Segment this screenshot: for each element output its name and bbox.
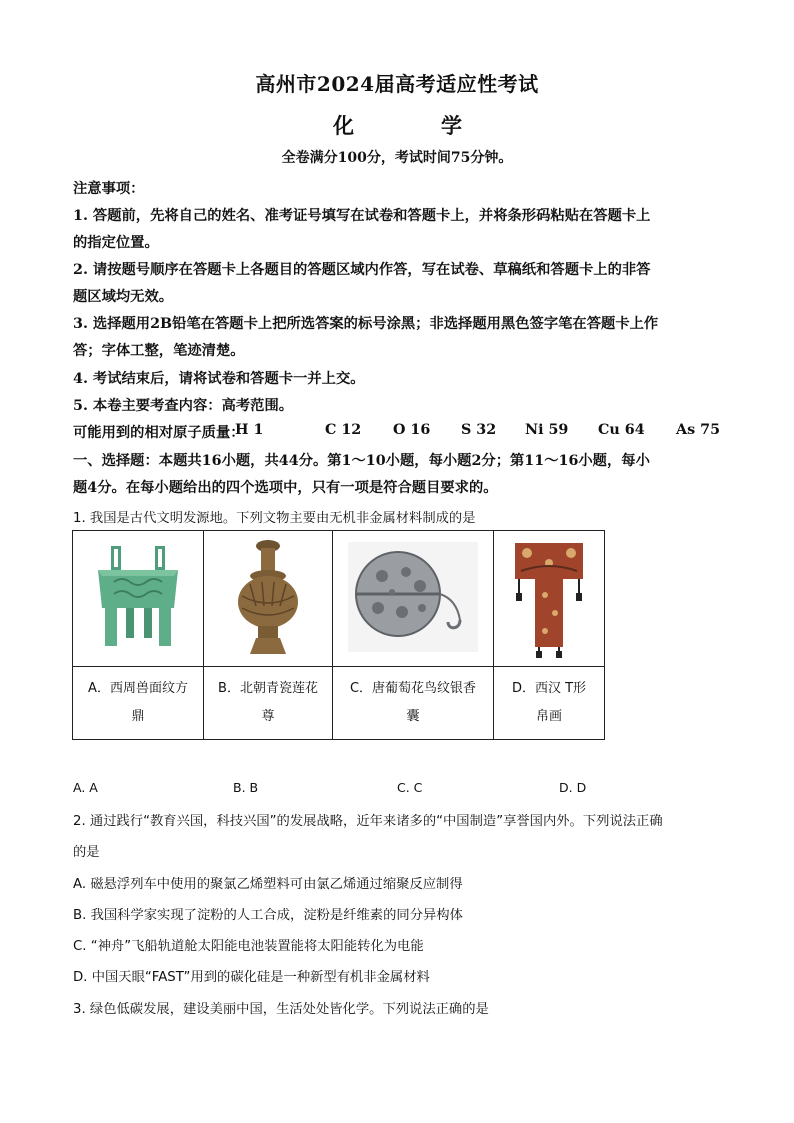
celadon-vase-image — [228, 536, 308, 658]
caption-b — [204, 667, 333, 740]
atomic-mass-as: As 75 — [676, 422, 721, 438]
q1-option-d: D. D — [559, 780, 587, 795]
atomic-masses-line — [73, 422, 733, 442]
caption-line: A．西周兽面纹方 — [88, 681, 188, 696]
q1-relics-table — [72, 530, 605, 740]
atomic-mass-cu: Cu 64 — [598, 422, 645, 438]
note-line: 题区域均无效。 — [73, 289, 174, 305]
caption-line: 尊 — [261, 709, 275, 724]
q1-option-a: A. A — [73, 780, 98, 795]
exam-title: 高州市2024届高考适应性考试 — [255, 72, 539, 96]
note-line: 5. 本卷主要考查内容：高考范围。 — [73, 398, 294, 414]
note-line: 4. 考试结束后，请将试卷和答题卡一并上交。 — [73, 371, 365, 387]
note-line: 的指定位置。 — [73, 235, 159, 251]
subject-char-1: 化 — [333, 113, 354, 138]
q2-option-a: A. 磁悬浮列车中使用的聚氯乙烯塑料可由氯乙烯通过缩聚反应制得 — [73, 877, 463, 892]
bronze-ding-image — [78, 538, 198, 656]
note-line: 3. 选择题用2B铅笔在答题卡上把所选答案的标号涂黑；非选择题用黑色签字笔在答题卡上作 — [73, 316, 659, 332]
caption-line: C．唐葡萄花鸟纹银香 — [349, 681, 477, 696]
atomic-masses-label: 可能用到的相对原子质量： — [73, 425, 245, 441]
q1-stem: 1. 我国是古代文明发源地。下列文物主要由无机非金属材料制成的是 — [73, 511, 476, 526]
q2-option-c: C. “神舟”飞船轨道舱太阳能电池装置能将太阳能转化为电能 — [73, 939, 424, 954]
caption-line: 囊 — [406, 709, 420, 724]
caption-a — [73, 667, 204, 740]
q1-option-b: B. B — [233, 780, 259, 795]
caption-c — [333, 667, 494, 740]
caption-line: D．西汉 T形 — [511, 681, 587, 696]
silk-painting-image — [509, 535, 589, 659]
note-line: 答；字体工整，笔迹清楚。 — [73, 343, 245, 359]
note-line: 1. 答题前，先将自己的姓名、准考证号填写在试卷和答题卡上，并将条形码粘贴在答题卡上 — [73, 208, 651, 224]
subject-char-2: 学 — [441, 113, 462, 138]
relic-image-cell — [204, 531, 333, 667]
atomic-mass-ni: Ni 59 — [525, 422, 569, 438]
notes-heading: 注意事项： — [73, 181, 145, 197]
caption-line: 帛画 — [535, 709, 562, 724]
atomic-mass-c: C 12 — [325, 422, 362, 438]
note-line: 2. 请按题号顺序在答题卡上各题目的答题区域内作答，写在试卷、草稿纸和答题卡上的非答 — [73, 262, 651, 278]
caption-line: B．北朝青瓷莲花 — [218, 681, 318, 696]
q2-option-b: B. 我国科学家实现了淀粉的人工合成，淀粉是纤维素的同分异构体 — [73, 908, 463, 923]
relic-image-cell — [494, 531, 605, 667]
relic-image-cell — [333, 531, 494, 667]
atomic-mass-s: S 32 — [461, 422, 497, 438]
q2-option-d: D. 中国天眼“FAST”用到的碳化硅是一种新型有机非金属材料 — [73, 970, 430, 985]
atomic-mass-h: H 1 — [235, 422, 264, 438]
caption-line: 鼎 — [131, 709, 145, 724]
caption-d — [494, 667, 605, 740]
section-heading-line1: 一、选择题：本题共16小题，共44分。第1～10小题，每小题2分；第11～16小题，每小 — [73, 453, 650, 469]
q2-stem-line1: 2. 通过践行“教育兴国，科技兴国”的发展战略，近年来诸多的“中国制造”享誉国内外。下列说法正确 — [73, 814, 663, 829]
section-heading-line2: 题4分。在每小题给出的四个选项中，只有一项是符合题目要求的。 — [73, 480, 498, 496]
q1-option-c: C. C — [397, 780, 423, 795]
q3-stem: 3. 绿色低碳发展，建设美丽中国，生活处处皆化学。下列说法正确的是 — [73, 1002, 489, 1017]
relic-image-cell — [73, 531, 204, 667]
q2-stem-line2: 的是 — [73, 845, 100, 860]
atomic-mass-o: O 16 — [393, 422, 431, 438]
silver-incense-ball-image — [348, 542, 478, 652]
exam-subtitle: 全卷满分100分，考试时间75分钟。 — [281, 150, 513, 166]
